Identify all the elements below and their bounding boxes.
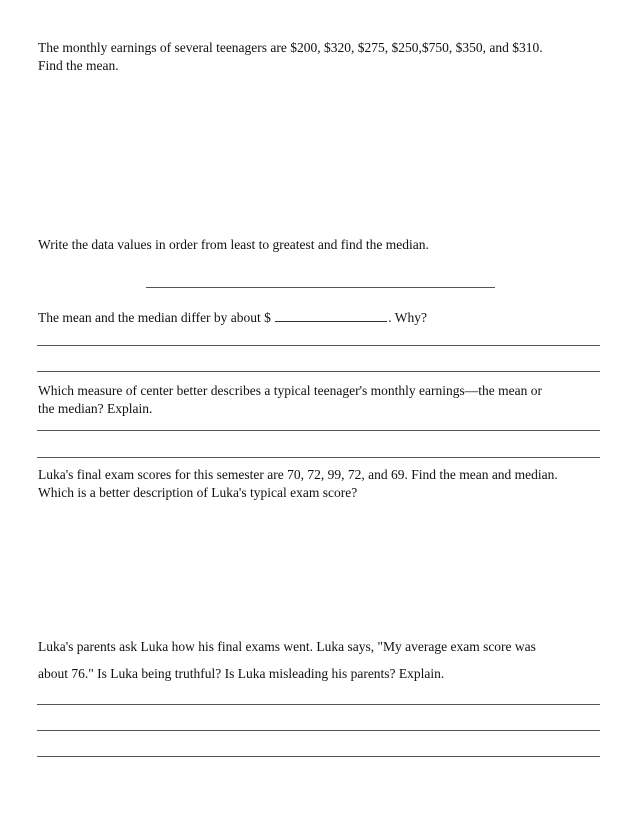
answer-line-q6-3[interactable] bbox=[37, 756, 600, 757]
q5-line2: Which is a better description of Luka's typical exam score? bbox=[38, 485, 358, 500]
q3-suffix: . Why? bbox=[388, 310, 428, 325]
q3-prefix: The mean and the median differ by about $ bbox=[38, 310, 271, 325]
q4-line1: Which measure of center better describes a typical teenager's monthly earnings—the mean or bbox=[38, 383, 542, 398]
answer-line-q4-1[interactable] bbox=[37, 430, 600, 431]
answer-line-q3-1[interactable] bbox=[37, 345, 600, 346]
q1-line2: Find the mean. bbox=[38, 58, 119, 73]
q6-line1: Luka's parents ask Luka how his final exams went. Luka says, "My average exam score was bbox=[38, 639, 536, 654]
q1-line1: The monthly earnings of several teenagers are $200, $320, $275, $250,$750, $350, and $310. bbox=[38, 40, 543, 55]
answer-line-q6-1[interactable] bbox=[37, 704, 600, 705]
answer-line-q3-2[interactable] bbox=[37, 371, 600, 372]
answer-line-q4-2[interactable] bbox=[37, 457, 600, 458]
q6-line2: about 76." Is Luka being truthful? Is Luka misleading his parents? Explain. bbox=[38, 666, 445, 681]
q2-line1: Write the data values in order from least to greatest and find the median. bbox=[38, 237, 429, 252]
q3-line bbox=[38, 308, 604, 327]
q5-line1: Luka's final exam scores for this semester are 70, 72, 99, 72, and 69. Find the mean and median. bbox=[38, 467, 558, 482]
q4-line2: the median? Explain. bbox=[38, 401, 153, 416]
difference-answer-blank[interactable] bbox=[275, 308, 387, 322]
median-answer-line[interactable] bbox=[146, 287, 495, 288]
answer-line-q6-2[interactable] bbox=[37, 730, 600, 731]
